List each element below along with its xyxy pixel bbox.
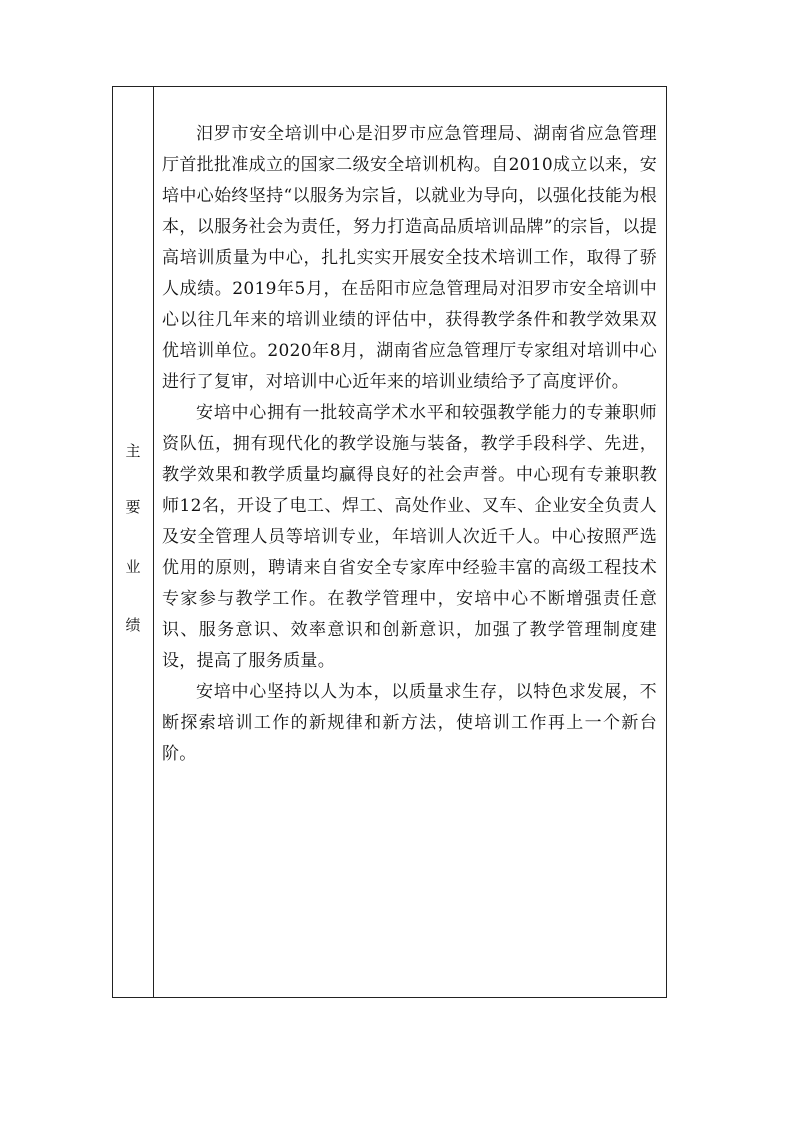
paragraph-outlook: 安培中心坚持以人为本，以质量求生存，以特色求发展，不断探索培训工作的新规律和新方法，使培训工作再上一个新台阶。 [162,682,657,764]
section-label-char: 主 [125,442,141,460]
achievement-table [112,86,667,998]
section-label-cell [113,87,154,997]
paragraph-overview: 汨罗市安全培训中心是汨罗市应急管理局、湖南省应急管理厅首批批准成立的国家二级安全培训机构。自2010成立以来，安培中心始终坚持“以服务为宗旨，以就业为导向，以强化技能为根本，以服务社会为责任，努力打造高品质培训品牌”的宗旨，以提高培训质量为中心，扎扎实实开展安全技术培训工作，取得了骄人成绩。2019年5月，在岳阳市应急管理局对汨罗市安全培训中心以往几年来的培训业绩的评估中，获得教学条件和教学效果双优培训单位。2020年8月，湖南省应急管理厅专家组对培训中心进行了复审，对培训中心近年来的培训业绩给予了高度评价。 [162,124,657,392]
paragraph-faculty: 安培中心拥有一批较高学术水平和较强教学能力的专兼职师资队伍，拥有现代化的教学设施与装备，教学手段科学、先进，教学效果和教学质量均赢得良好的社会声誉。中心现有专兼职教师12名，开设了电工、焊工、高处作业、叉车、企业安全负责人及安全管理人员等培训专业，年培训人次近千人。中心按照严选优用的原则，聘请来自省安全专家库中经验丰富的高级工程技术专家参与教学工作。在教学管理中，安培中心不断增强责任意识、服务意识、效率意识和创新意识，加强了教学管理制度建设，提高了服务质量。 [162,403,657,671]
section-label-char: 要 [125,498,141,516]
section-content-cell [154,87,666,997]
section-label-char: 绩 [125,616,141,634]
section-label-char: 业 [125,558,141,576]
content-body [162,119,657,770]
